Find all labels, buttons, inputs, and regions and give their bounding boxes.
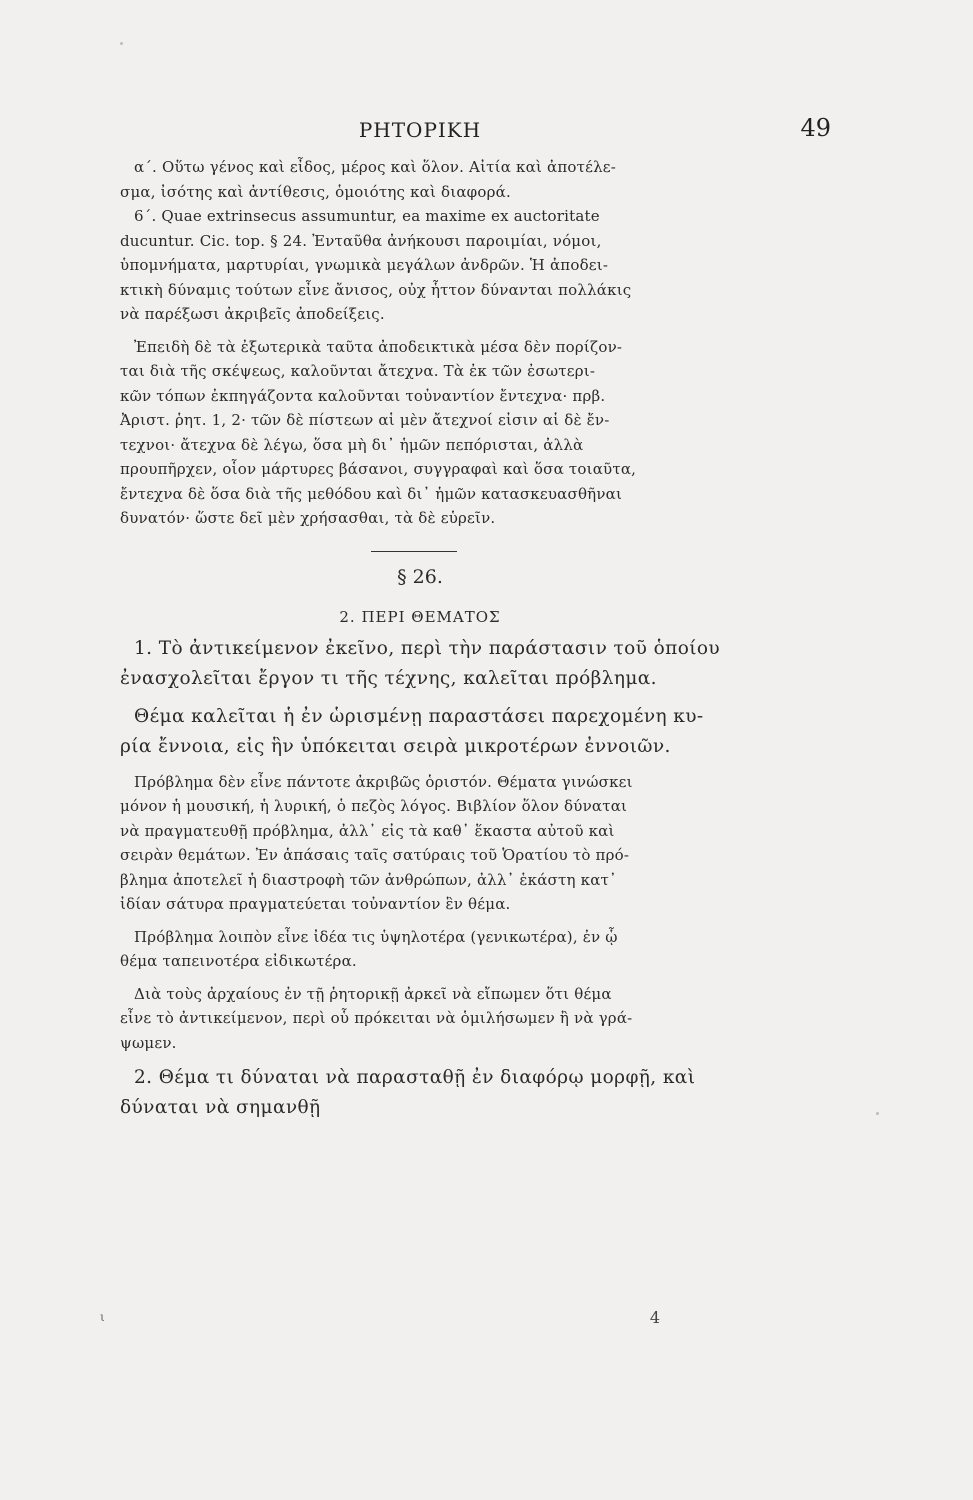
paper-speck [120,42,123,45]
text-line: ἰδίαν σάτυρα πραγματεύεται τοὐναντίον ἓν θέμα. [120,895,511,914]
paper-speck [876,1112,879,1115]
text-line: Ἐπειδὴ δὲ τὰ ἐξωτερικὰ ταῦτα ἀποδεικτικὰ μέσα δὲν πορίζον- [134,337,623,356]
paragraph-summary [120,925,760,974]
text-line: Διὰ τοὺς ἀρχαίους ἐν τῇ ῥητορικῇ ἀρκεῖ νὰ εἴπωμεν ὅτι θέμα [134,984,612,1003]
text-line: ψωμεν. [120,1033,177,1052]
margin-mark: ι [100,1310,105,1324]
page-number: 49 [800,114,831,142]
text-line: νὰ πραγματευθῇ πρόβλημα, ἀλλ᾽ εἰς τὰ καθ᾽ ἕκαστα αὐτοῦ καὶ [120,821,615,840]
text-line: προυπῆρχεν, οἷον μάρτυρες βάσανοι, συγγραφαὶ καὶ ὅσα τοιαῦτα, [120,460,637,478]
text-line: νὰ παρέξωσι ἀκριβεῖς ἀποδείξεις. [120,305,385,323]
text-line: ducuntur. Cic. top. § 24. Ἐνταῦθα ἀνήκουσι παροιμίαι, νόμοι, [120,231,602,250]
text-line: εἶνε τὸ ἀντικείμενον, περὶ οὗ πρόκειται νὰ ὁμιλήσωμεν ἢ νὰ γρά- [120,1009,633,1028]
paragraph-atechna [120,335,760,531]
running-title: ΡΗΤΟΡΙΚΗ [358,118,482,142]
paragraph-topics [120,155,760,327]
text-line: Θέμα καλεῖται ἡ ἐν ὡρισμένῃ παραστάσει παρεχομένη κυ- [134,705,704,727]
text-line: 1. Τὸ ἀντικείμενον ἐκεῖνο, περὶ τὴν παράστασιν τοῦ ὁποίου [134,637,721,659]
signature-number: 4 [649,1308,660,1327]
text-line: Πρόβλημα δὲν εἶνε πάντοτε ἀκριβῶς ὁριστόν. Θέματα γινώσκει [134,772,633,791]
section-title: 2. ΠΕΡΙ ΘΕΜΑΤΟΣ [339,607,501,626]
text-line: βλημα ἀποτελεῖ ἡ διαστροφὴ τῶν ἀνθρώπων, ἀλλ᾽ ἑκάστη κατ᾽ [120,870,617,889]
paragraph-forms [120,1063,760,1123]
text-line: α΄. Οὕτω γένος καὶ εἶδος, μέρος καὶ ὅλον. Αἰτία καὶ ἀποτέλε- [134,158,617,176]
section-divider [371,551,457,552]
text-line: θέμα ταπεινοτέρα εἰδικωτέρα. [120,952,357,971]
text-line: ὑπομνήματα, μαρτυρίαι, γνωμικὰ μεγάλων ἀνδρῶν. Ἡ ἀποδει- [120,256,609,274]
text-line: δύναται νὰ σημανθῇ [120,1097,321,1119]
text-line: μόνον ἡ μουσική, ἡ λυρική, ὁ πεζὸς λόγος. Βιβλίον ὅλον δύναται [120,797,628,816]
text-line: 2. Θέμα τι δύναται νὰ παρασταθῇ ἐν διαφόρῳ μορφῇ, καὶ [134,1067,696,1089]
text-line: Ἀριστ. ῥητ. 1, 2· τῶν δὲ πίστεων αἱ μὲν ἄτεχνοί εἰσιν αἱ δὲ ἔν- [120,411,610,429]
page-body [120,155,760,1123]
text-line: ἐνασχολεῖται ἔργον τι τῆς τέχνης, καλεῖται πρόβλημα. [120,667,657,689]
text-line: τεχνοι· ἄτεχνα δὲ λέγω, ὅσα μὴ δι᾽ ἡμῶν πεπόρισται, ἀλλὰ [120,435,584,454]
text-line: Πρόβλημα λοιπὸν εἶνε ἰδέα τις ὑψηλοτέρα (γενικωτέρα), ἐν ᾧ [134,927,618,946]
running-header [0,114,973,150]
section-number: § 26. [397,565,443,588]
paragraph-theme [120,702,760,762]
paragraph-problem-vs-theme [120,770,760,917]
text-line: ρία ἔννοια, εἰς ἣν ὑπόκειται σειρὰ μικροτέρων ἐννοιῶν. [120,735,671,757]
text-line: ται διὰ τῆς σκέψεως, καλοῦνται ἄτεχνα. Τὰ ἐκ τῶν ἐσωτερι- [120,362,596,380]
text-line: ἔντεχνα δὲ ὅσα διὰ τῆς μεθόδου καὶ δι᾽ ἡμῶν κατασκευασθῆναι [120,484,623,503]
text-line: δυνατόν· ὥστε δεῖ μὲν χρήσασθαι, τὰ δὲ εὑρεῖν. [120,509,496,527]
text-line: 6΄. Quae extrinsecus assumuntur, ea maxime ex auctoritate [134,207,600,225]
page-footer [100,1308,660,1332]
text-line: σμα, ἰσότης καὶ ἀντίθεσις, ὁμοιότης καὶ διαφορά. [120,182,511,201]
text-line: κῶν τόπων ἐκπηγάζοντα καλοῦνται τοὐναντίον ἔντεχνα· πρβ. [120,386,606,405]
paragraph-problem [120,634,760,694]
text-line: κτικὴ δύναμις τούτων εἶνε ἄνισος, οὐχ ἧττον δύνανται πολλάκις [120,280,632,299]
text-line: σειρὰν θεμάτων. Ἐν ἁπάσαις ταῖς σατύραις τοῦ Ὁρατίου τὸ πρό- [120,846,630,865]
paragraph-ancients [120,982,760,1056]
